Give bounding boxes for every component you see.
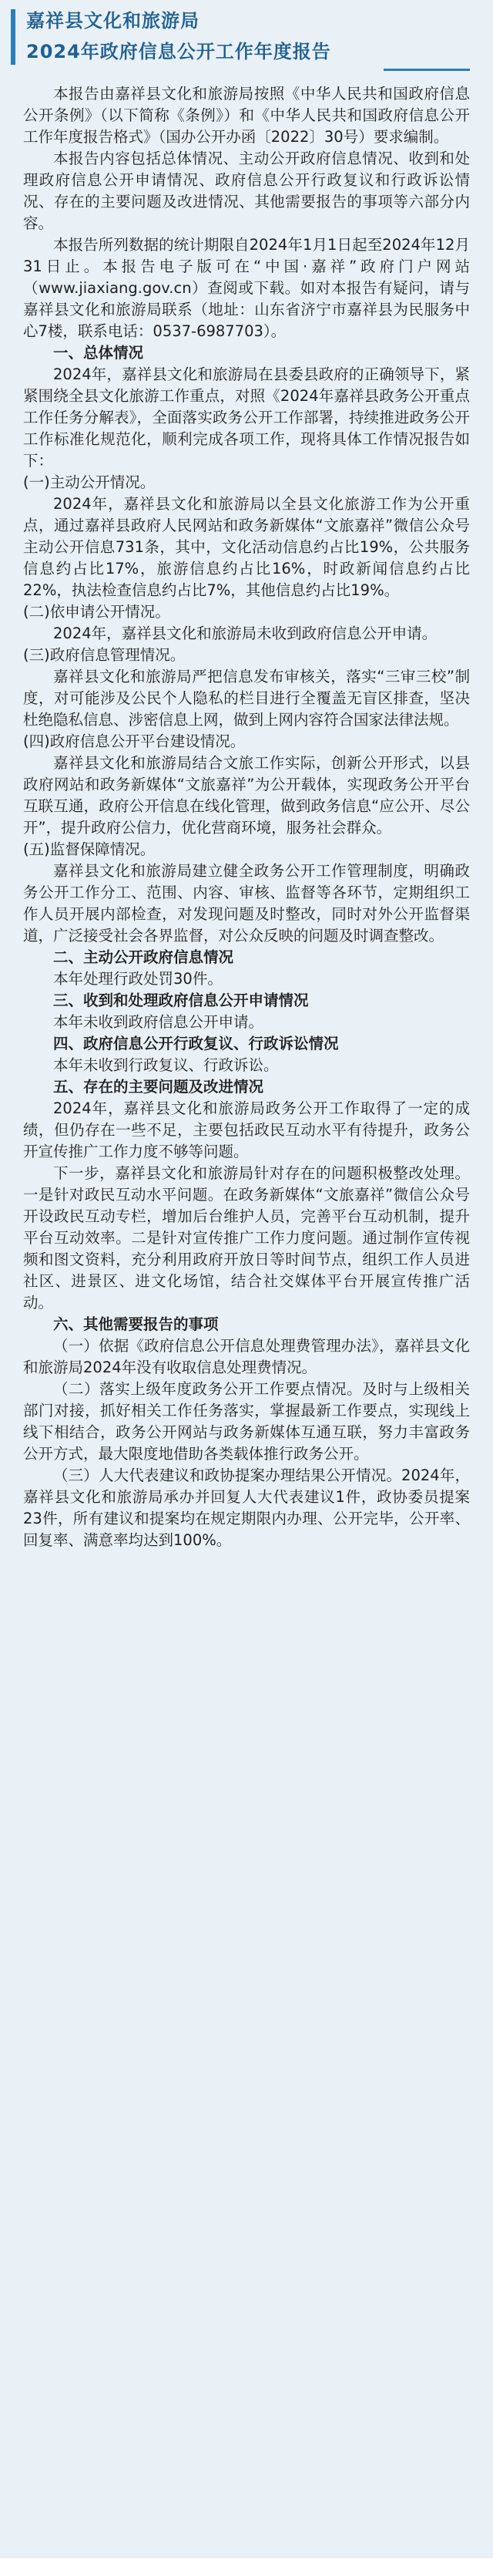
report-header: [0, 0, 493, 79]
section-1-sub3-title: (三)政府信息管理情况。: [23, 646, 186, 664]
section-1-sub5-title: (五)监督保障情况。: [23, 840, 156, 858]
section-6-heading: 六、其他需要报告的事项: [53, 1315, 219, 1333]
section-1-sub2-text: 2024年，嘉祥县文化和旅游局未收到政府信息公开申请。: [53, 625, 438, 642]
section-4-heading: 四、政府信息公开行政复议、行政诉讼情况: [53, 1035, 339, 1052]
section-1-sub4-title: (四)政府信息公开平台建设情况。: [23, 732, 246, 750]
section-1-sub5-text: 嘉祥县文化和旅游局建立健全政务公开工作管理制度，明确政务公开工作分工、范围、内容、审核、监督等各环节，定期组织工作人员开展内部检查，对发现问题及时整改，同时对外公开监督渠道，广泛接受社会各界监督，对公众反映的问题及时调查整改。: [23, 862, 470, 945]
section-2-text: 本年处理行政处罚30件。: [53, 970, 223, 988]
section-5-paragraph-1: 2024年，嘉祥县文化和旅游局政务公开工作取得了一定的成绩，但仍存在一些不足，主要包括政民互动水平有待提升，政务公开宣传推广工作力度不够等问题。: [23, 1099, 470, 1160]
intro-paragraph-1: 本报告由嘉祥县文化和旅游局按照《中华人民共和国政府信息公开条例》（以下简称《条例》）和《中华人民共和国政府信息公开工作年度报告格式》（国办公开办函〔2022〕30号）要求编制。: [23, 85, 470, 146]
section-1-sub3-text: 嘉祥县文化和旅游局严把信息发布审核关，落实“三审三校”制度，对可能涉及公民个人隐私的栏目进行全覆盖无盲区排查，坚决杜绝隐私信息、涉密信息上网，做到上网内容符合国家法律法规。: [23, 668, 470, 729]
report-body: [23, 83, 470, 1551]
section-1-sub4-text: 嘉祥县文化和旅游局结合文旅工作实际，创新公开形式，以县政府网站和政务新媒体“文旅嘉祥”为公开载体，实现政务公开平台互联互通，政府公开信息在线化管理，做到政务信息“应公开、尽公开”，提升政府公信力，优化营商环境，服务社会群众。: [23, 754, 470, 837]
section-1-sub1-text: 2024年，嘉祥县文化和旅游局以全县文化旅游工作为公开重点，通过嘉祥县政府人民网站和政务新媒体“文旅嘉祥”微信公众号主动公开信息731条，其中，文化活动信息约占比19%，公共服务信息约占比17%，旅游信息约占比16%，时政新闻信息约占比22%，执法检查信息约占比7%，其他信息约占比19%。: [23, 495, 470, 599]
section-1-heading: 一、总体情况: [53, 344, 144, 362]
intro-paragraph-2: 本报告内容包括总体情况、主动公开政府信息情况、收到和处理政府信息公开申请情况、政府信息公开行政复议和行政诉讼情况、存在的主要问题及改进情况、其他需要报告的事项等六部分内容。: [23, 150, 470, 232]
header-underline: [384, 69, 470, 71]
section-1-sub2-title: (二)依申请公开情况。: [23, 603, 170, 621]
section-3-text: 本年未收到政府信息公开申请。: [53, 1013, 264, 1031]
header-accent-bar: [11, 9, 15, 65]
section-2-heading: 二、主动公开政府信息情况: [53, 948, 234, 966]
section-6-paragraph-2: （二）落实上级年度政务公开工作要点情况。及时与上级相关部门对接，抓好相关工作任务落实，掌握最新工作要点，实现线上线下相结合，政务公开网站与政务新媒体互通互联，努力丰富政务公开方式，最大限度地借助各类载体推行政务公开。: [23, 1380, 470, 1463]
section-5-heading: 五、存在的主要问题及改进情况: [53, 1078, 264, 1096]
section-6-paragraph-1: （一）依据《政府信息公开信息处理费管理办法》，嘉祥县文化和旅游局2024年没有收取信息处理费情况。: [23, 1337, 470, 1376]
intro-paragraph-3: 本报告所列数据的统计期限自2024年1月1日起至2024年12月31日止。本报告电子版可在“中国·嘉祥”政府门户网站（www.jiaxiang.gov.cn）查阅或下载。如对本报告有疑问，请与嘉祥县文化和旅游局联系（地址：山东省济宁市嘉祥县为民服务中心7楼，联系电话：0537-6987703）。: [23, 236, 470, 340]
header-title-line2: 2024年政府信息公开工作年度报告: [26, 41, 331, 62]
section-4-text: 本年未收到行政复议、行政诉讼。: [53, 1056, 279, 1074]
section-1-sub1-title: (一)主动公开情况。: [23, 473, 156, 491]
section-3-heading: 三、收到和处理政府信息公开申请情况: [53, 992, 309, 1009]
section-6-paragraph-3: （三）人大代表建议和政协提案办理结果公开情况。2024年，嘉祥县文化和旅游局承办并回复人大代表建议1件，政协委员提案23件，所有建议和提案均在规定期限内办理、公开完毕，公开率、回复率、满意率均达到100%。: [23, 1466, 470, 1549]
page-bottom-strip: [0, 2558, 493, 2576]
section-5-paragraph-2: 下一步，嘉祥县文化和旅游局针对存在的问题积极整改处理。一是针对政民互动水平问题。在政务新媒体“文旅嘉祥”微信公众号开设政民互动专栏，增加后台维护人员，完善平台互动机制，提升平台互动效率。二是针对宣传推广工作力度问题。通过制作宣传视频和图文资料，充分利用政府开放日等时间节点，组织工作人员进社区、进景区、进文化场馆，结合社交媒体平台开展宣传推广活动。: [23, 1164, 470, 1312]
header-title-line1: 嘉祥县文化和旅游局: [26, 10, 200, 32]
section-1-overview: 2024年，嘉祥县文化和旅游局在县委县政府的正确领导下，紧紧围绕全县文化旅游工作重点，对照《2024年嘉祥县政务公开重点工作任务分解表》，全面落实政务公开工作部署，持续推进政务公开工作标准化规范化，顺利完成各项工作，现将具体工作情况报告如下：: [23, 365, 470, 470]
